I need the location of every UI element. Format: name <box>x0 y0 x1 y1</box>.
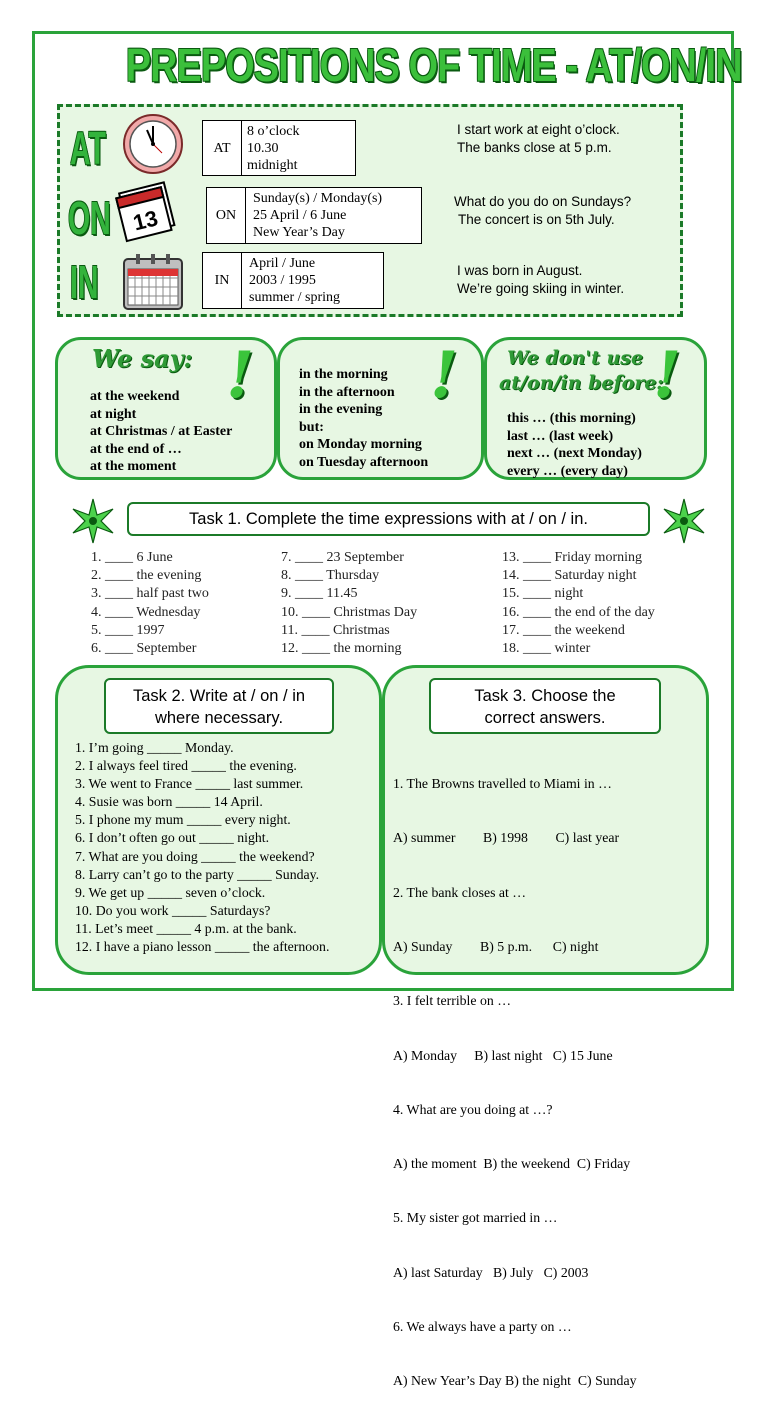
task2-box <box>55 665 382 975</box>
task2-item: 4. Susie was born _____ 14 April. <box>75 794 263 810</box>
on-line: Sunday(s) / Monday(s) <box>253 191 383 206</box>
task3-options: A) last Saturday B) July C) 2003 <box>393 1264 589 1280</box>
task1-column <box>502 549 655 658</box>
exclamation-mark: ! <box>226 338 255 413</box>
on-line: New Year’s Day <box>253 225 345 240</box>
task2-heading-line: Task 2. Write at / on / in <box>132 687 306 705</box>
example-sentence: I start work at eight o’clock. <box>457 122 620 137</box>
on-line: 25 April / 6 June <box>253 208 347 223</box>
task1-item: 18. ____ winter <box>502 641 591 657</box>
task3-question: 4. What are you doing at …? <box>393 1101 553 1117</box>
at-line: 8 o’clock <box>247 124 300 139</box>
exclamation-mark: ! <box>653 338 682 413</box>
task1-item: 7. ____ 23 September <box>281 550 404 565</box>
big-word-at: AT <box>70 122 106 174</box>
in-line: April / June <box>249 256 316 271</box>
list-item: last … (last week) <box>507 428 614 444</box>
task2-item: 9. We get up _____ seven o’clock. <box>75 884 266 900</box>
task3-options: A) Sunday B) 5 p.m. C) night <box>393 939 599 955</box>
task3-question: 2. The bank closes at … <box>393 884 527 900</box>
dont-use-box <box>484 337 707 480</box>
task1-item: 1. ____ 6 June <box>91 550 173 565</box>
task3-question: 6. We always have a party on … <box>393 1319 572 1334</box>
task1-item: 9. ____ 11.45 <box>281 586 358 602</box>
task1-item: 2. ____ the evening <box>91 568 202 584</box>
task1-item: 13. ____ Friday morning <box>502 550 642 565</box>
task1-item: 11. ____ Christmas <box>281 622 390 638</box>
in-label: IN <box>203 253 242 308</box>
task3-list <box>393 739 636 1427</box>
task1-item: 8. ____ Thursday <box>281 568 380 584</box>
at-box <box>202 120 356 176</box>
task3-question: 5. My sister got married in … <box>393 1210 558 1226</box>
task2-item: 7. What are you doing _____ the weekend? <box>75 848 315 864</box>
big-word-in: IN <box>70 256 99 308</box>
list-item: on Tuesday afternoon <box>299 454 429 470</box>
task2-item: 5. I phone my mum _____ every night. <box>75 812 291 828</box>
time-of-day-list <box>299 366 428 472</box>
dont-use-heading <box>499 346 664 396</box>
on-label: ON <box>207 188 246 243</box>
in-line: 2003 / 1995 <box>249 273 316 288</box>
task1-item: 5. ____ 1997 <box>91 622 165 638</box>
clock-icon <box>122 113 184 180</box>
task3-options: A) New Year’s Day B) the night C) Sunday <box>393 1373 637 1389</box>
at-line: 10.30 <box>247 141 279 156</box>
list-item: at night <box>90 406 137 422</box>
task2-item: 10. Do you work _____ Saturdays? <box>75 902 271 918</box>
dont-use-list <box>507 410 642 480</box>
task3-question: 3. I felt terrible on … <box>393 993 512 1009</box>
time-of-day-box <box>277 337 484 480</box>
list-item: at the end of … <box>90 441 182 457</box>
exclamation-mark: ! <box>430 338 459 413</box>
in-examples <box>457 262 624 298</box>
star-decoration-icon <box>70 498 116 549</box>
star-decoration-icon <box>661 498 707 549</box>
in-line: summer / spring <box>249 290 340 305</box>
task2-list <box>75 739 329 956</box>
task1-item: 6. ____ September <box>91 641 197 657</box>
task3-heading <box>429 678 661 734</box>
list-item: at Christmas / at Easter <box>90 424 233 440</box>
month-calendar-icon <box>122 253 184 316</box>
example-sentence: What do you do on Sundays? <box>454 194 632 209</box>
task3-heading-line: correct answers. <box>484 709 606 727</box>
task1-heading: Task 1. Complete the time expressions with at / on / in. <box>127 502 650 536</box>
task2-heading-line: where necessary. <box>154 709 284 727</box>
list-item: every … (every day) <box>507 463 628 479</box>
list-item: in the morning <box>299 367 388 382</box>
at-line: midnight <box>247 158 298 173</box>
task1-item: 3. ____ half past two <box>91 586 209 602</box>
list-item: but: <box>299 419 324 435</box>
dont-use-heading-line: We don't use <box>507 347 644 369</box>
in-box <box>202 252 384 309</box>
task2-item: 3. We went to France _____ last summer. <box>75 776 304 792</box>
task3-box <box>382 665 709 1389</box>
dont-use-heading-line: at/on/in before: <box>499 372 664 394</box>
list-item: at the moment <box>90 459 177 475</box>
list-item: in the evening <box>299 402 383 418</box>
prepositions-panel <box>57 104 683 317</box>
list-item: in the afternoon <box>299 384 395 400</box>
page-title: PREPOSITIONS OF TIME - AT/ON/IN <box>125 39 742 91</box>
at-label: AT <box>203 121 242 175</box>
tear-off-calendar-icon <box>112 177 184 248</box>
task2-item: 8. Larry can’t go to the party _____ Sunday. <box>75 866 320 882</box>
task3-question: 1. The Browns travelled to Miami in … <box>393 776 612 792</box>
example-sentence: We’re going skiing in winter. <box>457 281 625 296</box>
task2-item: 2. I always feel tired _____ the evening. <box>75 758 297 774</box>
big-word-on: ON <box>68 192 111 244</box>
we-say-list <box>90 388 232 476</box>
task2-item: 11. Let’s meet _____ 4 p.m. at the bank. <box>75 920 297 936</box>
task3-options: A) summer B) 1998 C) last year <box>393 830 620 846</box>
task3-heading-line: Task 3. Choose the <box>474 687 616 705</box>
task3-options: A) the moment B) the weekend C) Friday <box>393 1156 631 1172</box>
task2-item: 6. I don’t often go out _____ night. <box>75 830 270 846</box>
task2-item: 1. I’m going _____ Monday. <box>75 740 234 755</box>
we-say-heading: We say: <box>92 344 193 373</box>
list-item: this … (this morning) <box>507 411 636 426</box>
we-say-box <box>55 337 277 480</box>
task1-item: 4. ____ Wednesday <box>91 604 201 620</box>
list-item: at the weekend <box>90 389 180 404</box>
task2-item: 12. I have a piano lesson _____ the afternoon. <box>75 939 330 955</box>
task1-item: 15. ____ night <box>502 586 584 602</box>
example-sentence: The concert is on 5th July. <box>458 212 615 227</box>
task1-item: 14. ____ Saturday night <box>502 568 637 584</box>
task1-item: 17. ____ the weekend <box>502 622 625 638</box>
on-examples <box>454 193 631 229</box>
on-box <box>206 187 422 244</box>
task1-item: 16. ____ the end of the day <box>502 604 655 620</box>
task3-options: A) Monday B) last night C) 15 June <box>393 1047 613 1063</box>
example-sentence: The banks close at 5 p.m. <box>457 140 612 155</box>
task1-item: 12. ____ the morning <box>281 641 402 657</box>
list-item: on Monday morning <box>299 437 422 453</box>
list-item: next … (next Monday) <box>507 446 642 462</box>
at-examples <box>457 121 620 157</box>
task1-column <box>281 549 417 658</box>
task1-column <box>91 549 209 658</box>
task2-heading <box>104 678 334 734</box>
example-sentence: I was born in August. <box>457 263 583 278</box>
calendar-number: 13 <box>130 205 161 236</box>
task1-item: 10. ____ Christmas Day <box>281 604 418 620</box>
